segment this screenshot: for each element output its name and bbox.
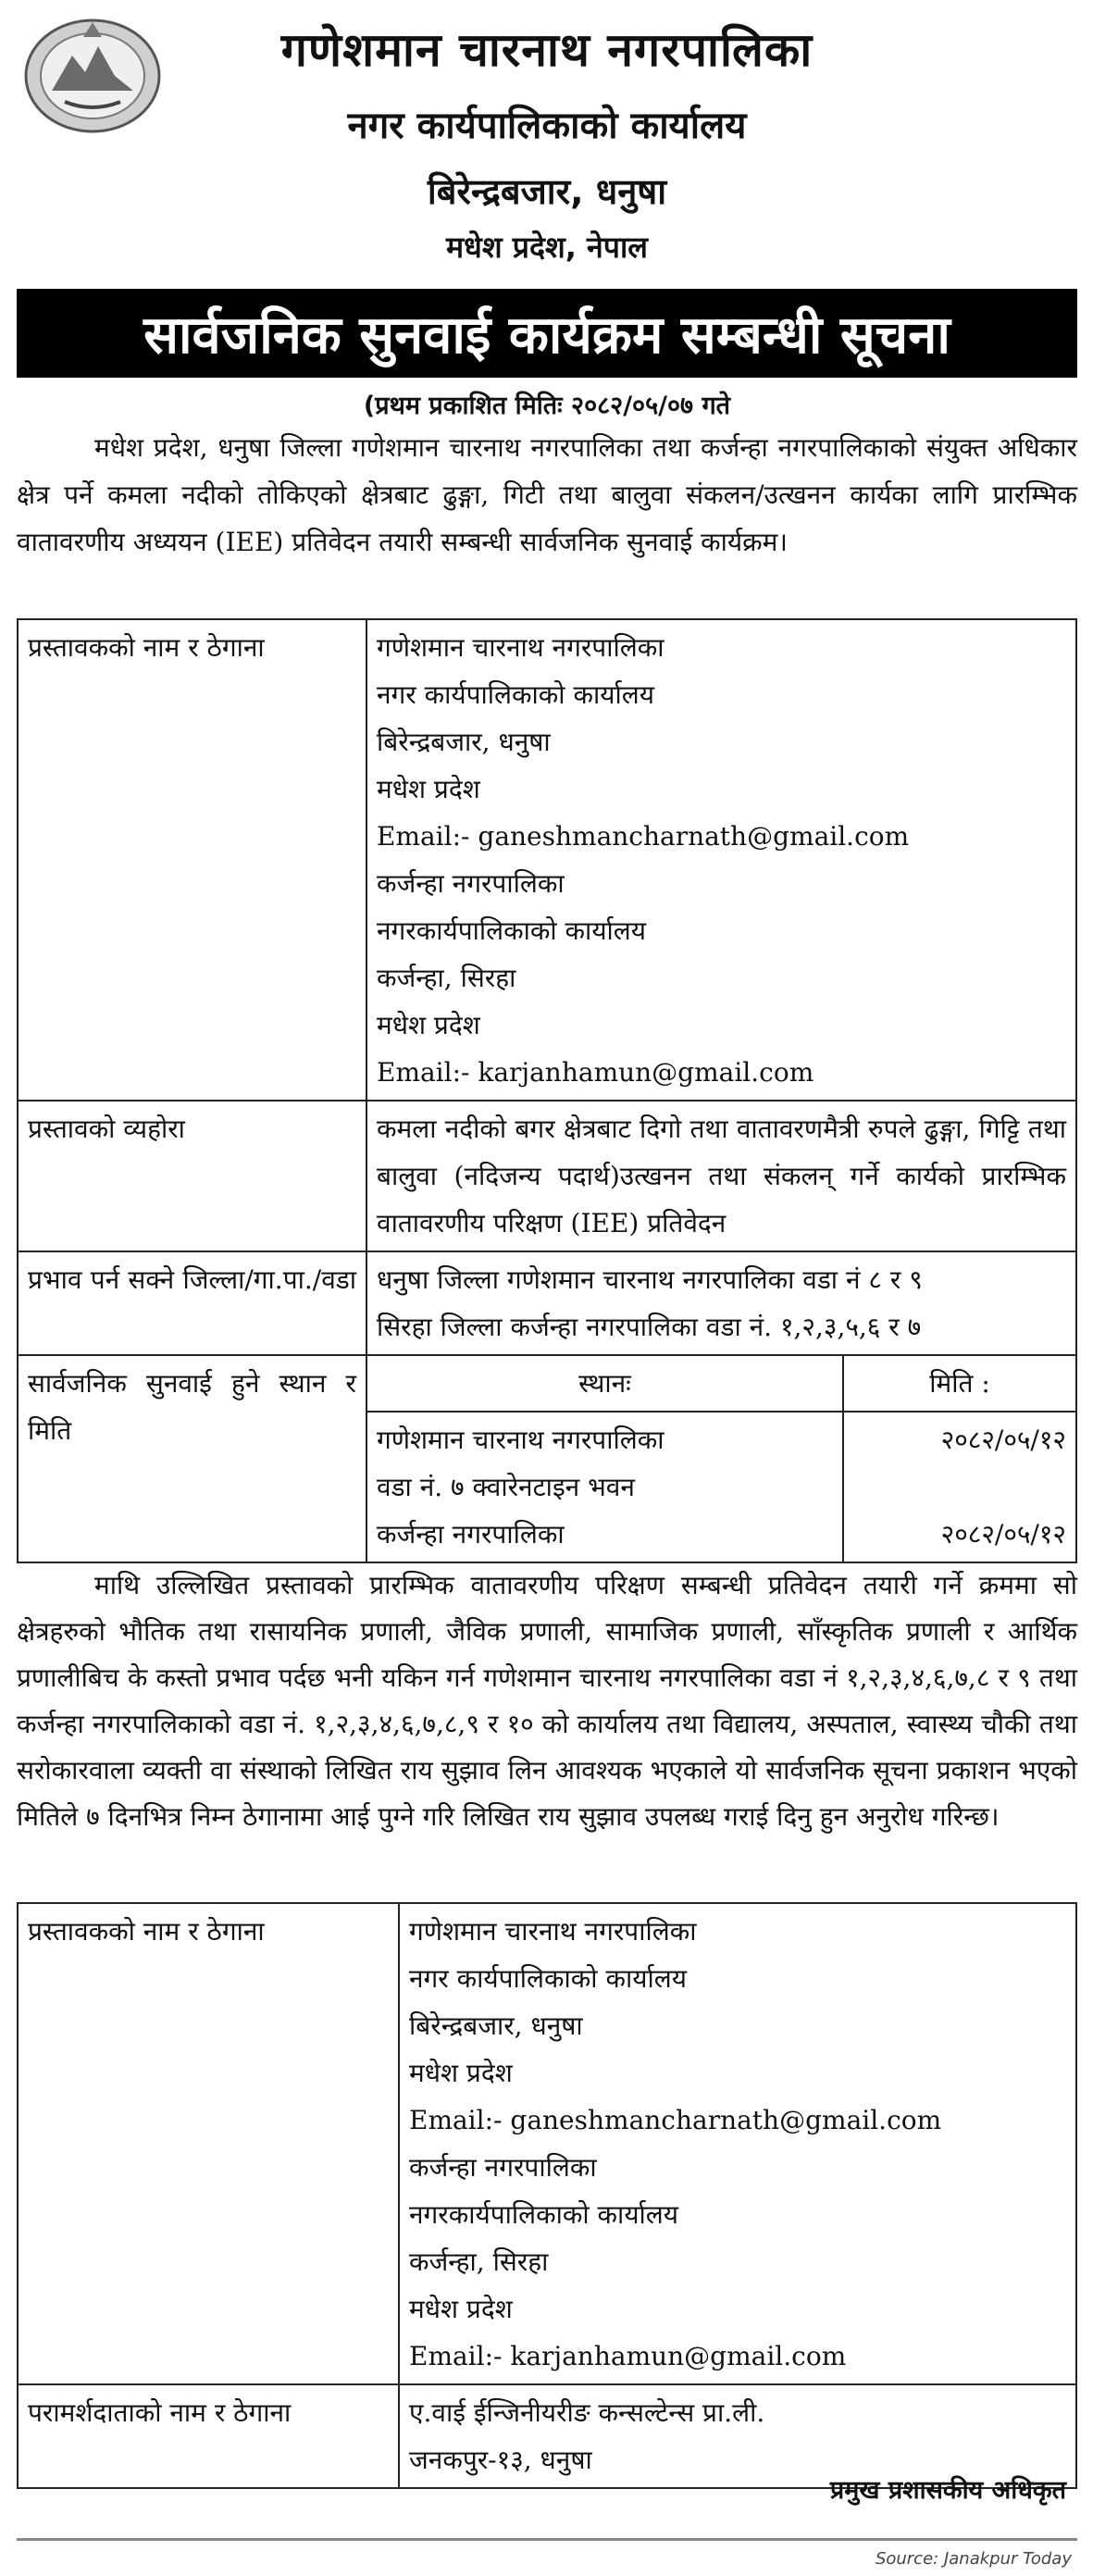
request-paragraph: माथि उल्लिखित प्रस्तावको प्रारम्भिक वातावरणीय परिक्षण सम्बन्धी प्रतिवेदन तयारी गर्ने क्रममा सो क्षेत्रहरुको भौतिक तथा रासायनिक प्रणाली, जैविक प्रणाली, सामाजिक प्रणाली, साँस्कृतिक प्रणाली र आर्थिक प्रणालीबिच के कस्तो प्रभाव पर्दछ भनी यकिन गर्न गणेशमान चारनाथ नगरपालिका वडा नं १,२,३,४,६,७,८ र ९ तथा कर्जन्हा नगरपालिकाको वडा नं. १,२,३,४,६,७,८,९ र १० को कार्यालय तथा विद्यालय, अस्पताल, स्वास्थ्य चौकी तथा सरोकारवाला व्यक्ती वा संस्थाको लिखित राय सुझाव लिन आवश्यक भएकाले यो सार्वजनिक सूचना प्रकाशन भएको मितिले ७ दिनभित्र निम्न ठेगानामा आई पुग्ने गरि लिखित राय सुझाव उपलब्ध गराई दिनु हुन अनुरोध गरिन्छ। (17, 1570, 1077, 1832)
proposer-details (366, 619, 1076, 1101)
hearing-dates (843, 1412, 1076, 1562)
list-item: कर्जन्हा, सिरहा (377, 963, 516, 993)
list-item: बिरेन्द्रबजार, धनुषा (377, 727, 551, 757)
divider (17, 2538, 1077, 2541)
email-text: Email:- karjanhamun@gmail.com (409, 2341, 847, 2371)
list-item: कर्जन्हा नगरपालिका (409, 2152, 597, 2183)
list-item: मधेश प्रदेश (377, 774, 480, 804)
header (17, 0, 1077, 278)
hearing-date: २०८२/०५/१२ (940, 1519, 1066, 1549)
list-item: नगरकार्यपालिकाको कार्यालय (377, 915, 647, 946)
subject-text: कमला नदीको बगर क्षेत्रबाट दिगो तथा वातावरणमैत्री रुपले ढुङ्गा, गिट्टि तथा बालुवा (नदिजन्य पदार्थ)उत्खनन तथा संकलन् गर्ने कार्यको प्रारम्भिक वातावरणीय परिक्षण (IEE) प्रतिवेदन (366, 1101, 1076, 1251)
list-item: कर्जन्हा, सिरहा (409, 2246, 549, 2277)
list-item: मधेश प्रदेश (409, 2058, 513, 2088)
hearing-date: २०८२/०५/१२ (940, 1425, 1066, 1455)
source-credit: Source: Janakpur Today (875, 2549, 1072, 2569)
table-row (18, 1355, 1076, 1412)
spacer (853, 1463, 1066, 1511)
list-item: वडा नं. ७ क्वारेनटाइन भवन (377, 1472, 635, 1502)
municipality-title: गणेशमान चारनाथ नगरपालिका (280, 23, 814, 77)
list-item: ए.वाई ईन्जिनीयरीङ कन्सल्टेन्स प्रा.ली. (409, 2397, 765, 2428)
signatory-title: प्रमुख प्रशासकीय अधिकृत (829, 2476, 1066, 2505)
list-item: गणेशमान चारनाथ नगरपालिका (409, 1916, 697, 1947)
list-item: नगरकार्यपालिकाको कार्यालय (409, 2199, 679, 2230)
table-row (18, 1251, 1076, 1355)
list-item: धनुषा जिल्ला गणेशमान चारनाथ नगरपालिका वडा नं ८ र ९ (377, 1264, 923, 1295)
office-name: नगर कार्यपालिकाको कार्यालय (347, 105, 747, 147)
list-item: बिरेन्द्रबजार, धनुषा (409, 2010, 583, 2041)
list-item: गणेशमान चारनाथ नगरपालिका (377, 632, 664, 663)
proposer-details (399, 1903, 1076, 2384)
list-item: कर्जन्हा नगरपालिका (377, 868, 565, 899)
list-item: जनकपुर-१३, धनुषा (409, 2445, 592, 2475)
affected-area-label: प्रभाव पर्न सक्ने जिल्ला/गा.पा./वडा (18, 1251, 366, 1355)
hearing-label: सार्वजनिक सुनवाई हुने स्थान र मिति (18, 1355, 366, 1562)
notice-page (17, 0, 1077, 2569)
consultant-label: परामर्शदाताको नाम र ठेगाना (18, 2384, 399, 2488)
list-item: गणेशमान चारनाथ नगरपालिका (377, 1425, 664, 1455)
affected-area-details (366, 1251, 1076, 1355)
list-item: सिरहा जिल्ला कर्जन्हा नगरपालिका वडा नं. १,२,३,५,६ र ७ (377, 1312, 922, 1342)
list-item: नगर कार्यपालिकाको कार्यालय (409, 1963, 687, 1994)
province-name: मधेश प्रदेश, नेपाल (446, 230, 648, 265)
intro-paragraph: मधेश प्रदेश, धनुषा जिल्ला गणेशमान चारनाथ नगरपालिका तथा कर्जन्हा नगरपालिकाको संयुक्त अधिकार क्षेत्र पर्ने कमला नदीको तोकिएको क्षेत्रबाट ढुङ्गा, गिटी तथा बालुवा संकलन/उत्खनन कार्यका लागि प्रारम्भिक वातावरणीय अध्ययन (IEE) प्रतिवेदन तयारी सम्बन्धी सार्वजनिक सुनवाई कार्यक्रम। (17, 432, 1077, 557)
table-row (18, 619, 1076, 1101)
hearing-places (366, 1412, 843, 1562)
publish-date: (प्रथम प्रकाशित मितिः २०८२/०५/०७ गते (363, 392, 731, 420)
table-row (18, 1101, 1076, 1251)
email-text: Email:- karjanhamun@gmail.com (377, 1057, 814, 1088)
table-row (18, 1903, 1076, 2384)
list-item: मधेश प्रदेश (409, 2294, 513, 2324)
list-item: कर्जन्हा नगरपालिका (377, 1519, 565, 1549)
office-place: बिरेन्द्रबजार, धनुषा (427, 171, 667, 212)
contact-table (17, 1902, 1077, 2489)
list-item: मधेश प्रदेश (377, 1010, 480, 1040)
proposal-table (17, 618, 1077, 1563)
notice-banner: सार्वजनिक सुनवाई कार्यक्रम सम्बन्धी सूचना (17, 289, 1077, 378)
email-text: Email:- ganeshmancharnath@gmail.com (377, 821, 910, 852)
list-item: नगर कार्यपालिकाको कार्यालय (377, 679, 654, 710)
subject-label: प्रस्तावको व्यहोरा (18, 1101, 366, 1251)
proposer-label: प्रस्तावकको नाम र ठेगाना (18, 1903, 399, 2384)
proposer-label: प्रस्तावकको नाम र ठेगाना (18, 619, 366, 1101)
email-text: Email:- ganeshmancharnath@gmail.com (409, 2105, 942, 2135)
date-header: मिति : (843, 1355, 1076, 1412)
place-header: स्थानः (366, 1355, 843, 1412)
